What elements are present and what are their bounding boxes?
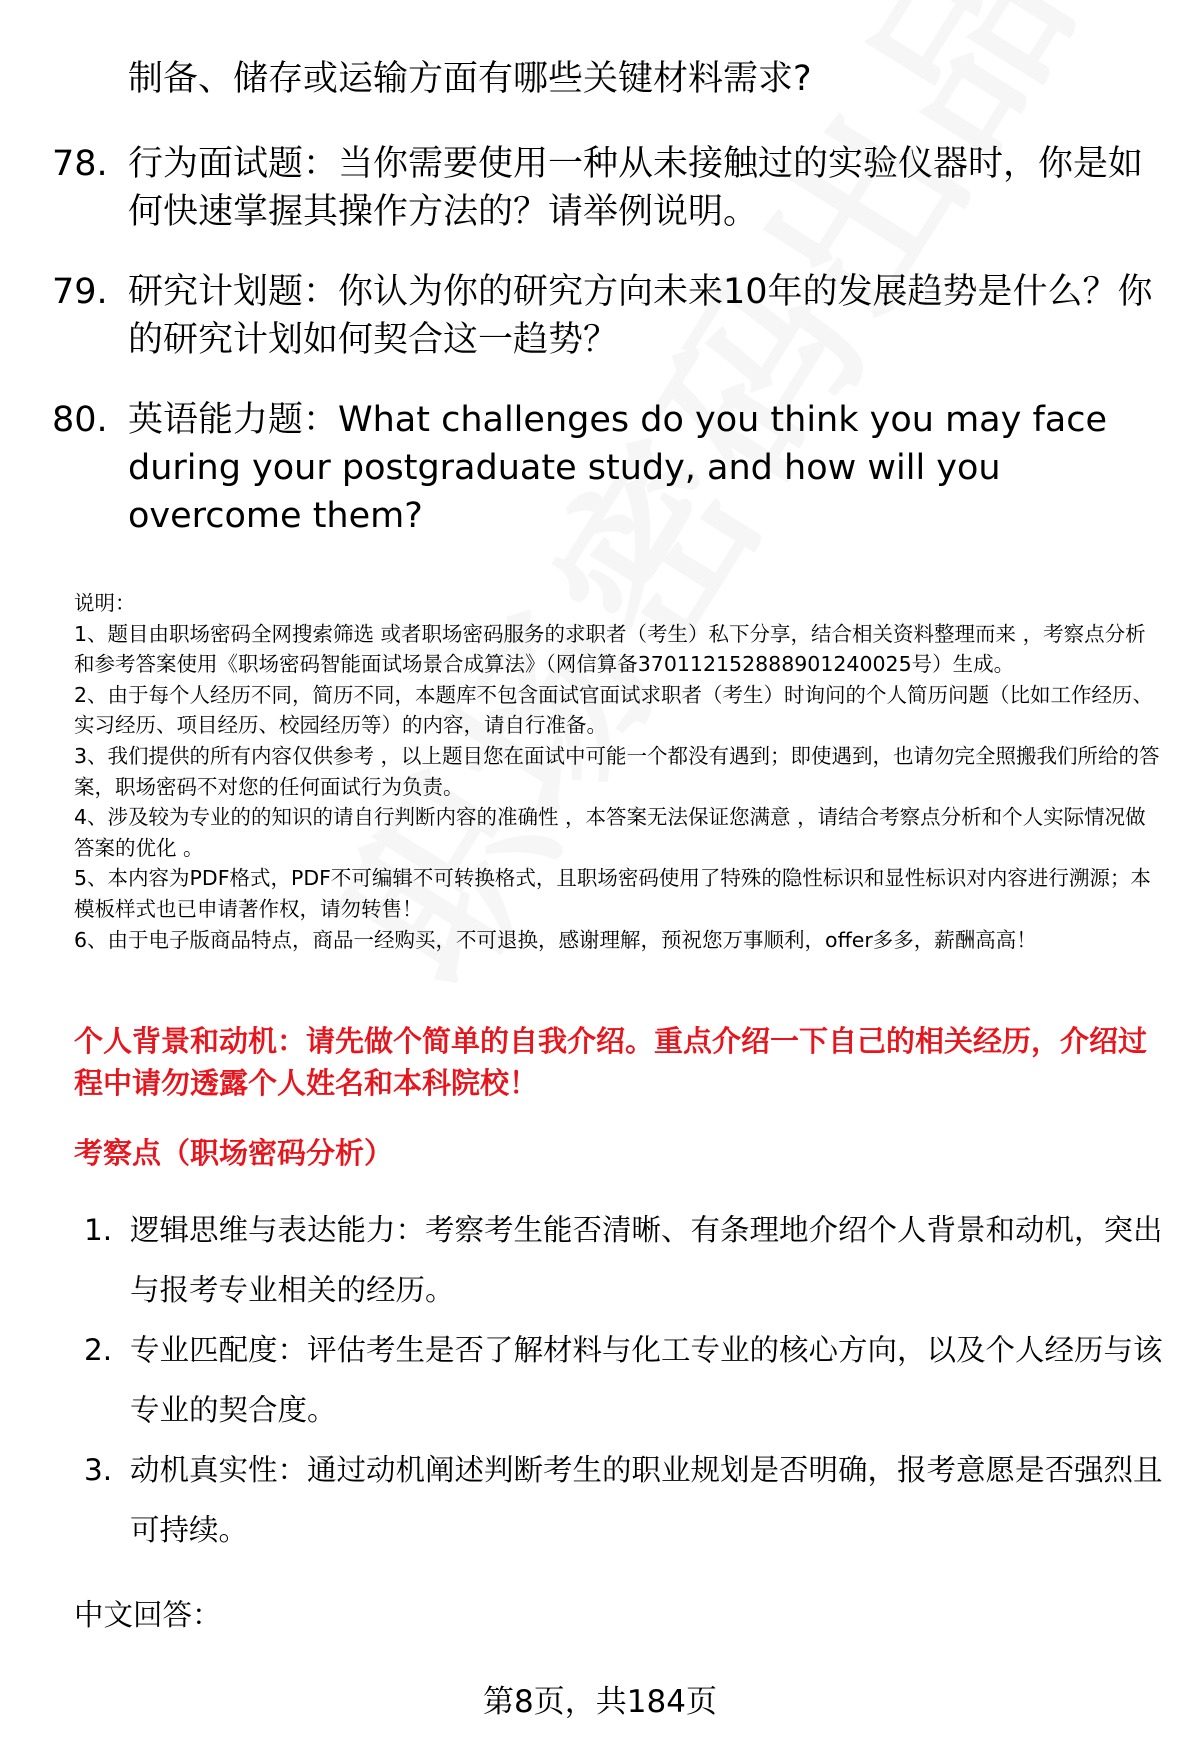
point-text: 逻辑思维与表达能力：考察考生能否清晰、有条理地介绍个人背景和动机，突出与报考专业相关的经历。 [130,1213,1163,1307]
notes-section [74,588,1164,955]
notes-title: 说明： [74,591,136,615]
question-text: 英语能力题：What challenges do you think you may face during your postgraduate study, and how will you overcome them? [128,400,1107,536]
note-item: 2、由于每个人经历不同，简历不同，本题库不包含面试官面试求职者（考生）时询问的个人简历问题（比如工作经历、实习经历、项目经历、校园经历等）的内容，请自行准备。 [74,682,1154,738]
section-heading: 个人背景和动机：请先做个简单的自我介绍。重点介绍一下自己的相关经历，介绍过程中请勿透露个人姓名和本科院校！ [74,1024,1148,1100]
note-item: 5、本内容为PDF格式，PDF不可编辑不可转换格式，且职场密码使用了特殊的隐性标识和显性标识对内容进行溯源；本模板样式也已申请著作权，请勿转售！ [74,866,1151,921]
section-subheading: 考察点（职场密码分析） [74,1136,394,1170]
point-number: 2. [84,1333,113,1367]
question-text: 研究计划题：你认为你的研究方向未来10年的发展趋势是什么？你的研究计划如何契合这一趋势？ [128,272,1153,360]
question-number: 78. [52,144,108,184]
question-number: 79. [52,272,108,312]
answer-label: 中文回答： [74,1598,222,1632]
point-text: 专业匹配度：评估考生是否了解材料与化工专业的核心方向，以及个人经历与该专业的契合度。 [130,1333,1163,1427]
note-item: 3、我们提供的所有内容仅供参考 ，以上题目您在面试中可能一个都没有遇到；即使遇到，也请勿完全照搬我们所给的答案，职场密码不对您的任何面试行为负责。 [74,743,1160,799]
point-number: 1. [84,1213,113,1247]
note-item: 4、涉及较为专业的的知识的请自行判断内容的准确性 ，本答案无法保证您满意 ，请结合考察点分析和个人实际情况做答案的优化 。 [74,805,1146,860]
question-continuation: 制备、储存或运输方面有哪些关键材料需求? [128,59,812,99]
question-item [52,140,1162,236]
point-number: 3. [84,1453,113,1487]
analysis-points [84,1200,1164,1560]
page-footer: 第8页，共184页 [483,1684,717,1720]
question-number: 80. [52,400,108,440]
point-text: 动机真实性：通过动机阐述判断考生的职业规划是否明确，报考意愿是否强烈且可持续。 [130,1453,1163,1547]
question-item [52,268,1162,364]
analysis-point [84,1440,1164,1560]
note-item: 6、由于电子版商品特点，商品一经购买，不可退换，感谢理解，预祝您万事顺利，offer多多，薪酬高高！ [74,927,1037,952]
note-item: 1、题目由职场密码全网搜索筛选 或者职场密码服务的求职者（考生）私下分享，结合相关资料整理而来 ，考察点分析和参考答案使用《职场密码智能面试场景合成算法》（网信算备370112152888901240025号）生成。 [74,621,1146,677]
question-list [52,140,1162,572]
question-text: 行为面试题：当你需要使用一种从未接触过的实验仪器时，你是如何快速掌握其操作方法的？请举例说明。 [128,144,1144,232]
analysis-point [84,1320,1164,1440]
question-item [52,396,1162,540]
analysis-point [84,1200,1164,1320]
